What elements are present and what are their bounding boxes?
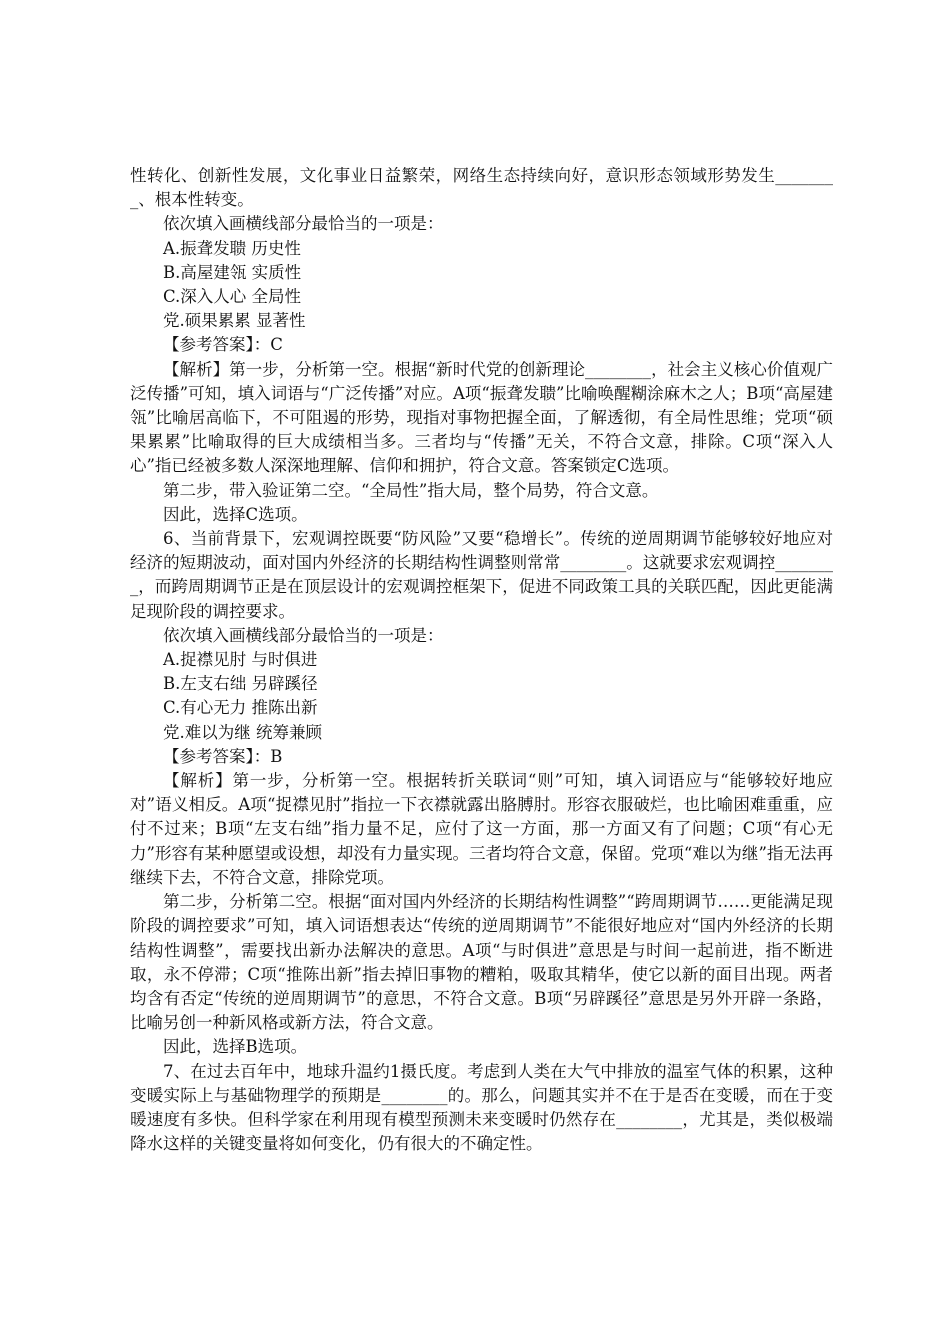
analysis-conclusion: 因此，选择C选项。 (163, 504, 308, 524)
document-body (130, 164, 833, 1156)
option-a: A.振聋发聩 历史性 (163, 238, 301, 258)
option-c: C.深入人心 全局性 (163, 287, 302, 307)
option-d: 党.硕果累累 显著性 (163, 311, 306, 331)
option-d: 党.难以为继 统筹兼顾 (163, 722, 322, 742)
question-prompt: 依次填入画横线部分最恰当的一项是： (163, 214, 444, 234)
analysis-step-two: 第二步，分析第二空。根据“面对国内外经济的长期结构性调整”“跨周期调节……更能满足现阶段的调控要求”可知，填入词语想表达“传统的逆周期调节”不能很好地应对“国内外经济的长期结构性调整”，需要找出新办法解决的意思。A项“与时俱进”意思是与时间一起前进，指不断进取，永不停滞；C项“推陈出新”指去掉旧事物的糟粕，吸取其精华，使它以新的面目出现。两者均含有否定“传统的逆周期调节”的意思，不符合文意。B项“另辟蹊径”意思是另外开辟一条路，比喻另创一种新风格或新方法，符合文意。 (130, 892, 833, 1033)
reference-answer: 【参考答案】：B (163, 746, 283, 766)
option-c: C.有心无力 推陈出新 (163, 698, 318, 718)
option-a: A.捉襟见肘 与时俱进 (163, 650, 318, 670)
analysis-step-one: 【解析】第一步，分析第一空。根据转折关联词“则”可知，填入词语应与“能够较好地应对”语义相反。A项“捉襟见肘”指拉一下衣襟就露出胳膊肘。形容衣服破烂，也比喻困难重重，应付不过来；B项“左支右绌”指力量不足，应付了这一方面，那一方面又有了问题；C项“有心无力”形容有某种愿望或设想，却没有力量实现。三者均符合文意，保留。党项“难以为继”指无法再继续下去，不符合文意，排除党项。 (130, 771, 833, 887)
reference-answer: 【参考答案】：C (163, 335, 283, 355)
analysis-conclusion: 因此，选择B选项。 (163, 1037, 308, 1057)
option-b: B.高屋建瓴 实质性 (163, 262, 302, 282)
question-6-stem: 6、当前背景下，宏观调控既要“防风险”又要“稳增长”。传统的逆周期调节能够较好地应对经济的短期波动，面对国内外经济的长期结构性调整则常常________。这就要求宏观调控________，而跨周期调节正是在顶层设计的宏观调控框架下，促进不同政策工具的关联匹配，因此更能满足现阶段的调控要求。 (130, 529, 833, 621)
question-7-stem: 7、在过去百年中，地球升温约1摄氏度。考虑到人类在大气中排放的温室气体的积累，这种变暖实际上与基础物理学的预期是________的。那么，问题其实并不在于是否在变暖，而在于变暖速度有多快。但科学家在利用现有模型预测未来变暖时仍然存在________，尤其是，类似极端降水这样的关键变量将如何变化，仍有很大的不确定性。 (130, 1061, 833, 1154)
option-b: B.左支右绌 另辟蹊径 (163, 674, 318, 694)
analysis-step-two: 第二步，带入验证第二空。“全局性”指大局，整个局势，符合文意。 (163, 480, 659, 500)
paragraph-continuation: 性转化、创新性发展，文化事业日益繁荣，网络生态持续向好，意识形态领域形势发生________、根本性转变。 (130, 166, 833, 210)
analysis-step-one: 【解析】第一步，分析第一空。根据“新时代党的创新理论________，社会主义核心价值观广泛传播”可知，填入词语与“广泛传播”对应。A项“振聋发聩”比喻唤醒糊涂麻木之人；B项“高屋建瓴”比喻居高临下，不可阻遏的形势，现指对事物把握全面，了解透彻，有全局性思维；党项“硕果累累”比喻取得的巨大成绩相当多。三者均与“传播”无关，不符合文意，排除。C项“深入人心”指已经被多数人深深地理解、信仰和拥护，符合文意。答案锁定C选项。 (130, 359, 833, 476)
question-prompt: 依次填入画横线部分最恰当的一项是： (163, 625, 444, 645)
